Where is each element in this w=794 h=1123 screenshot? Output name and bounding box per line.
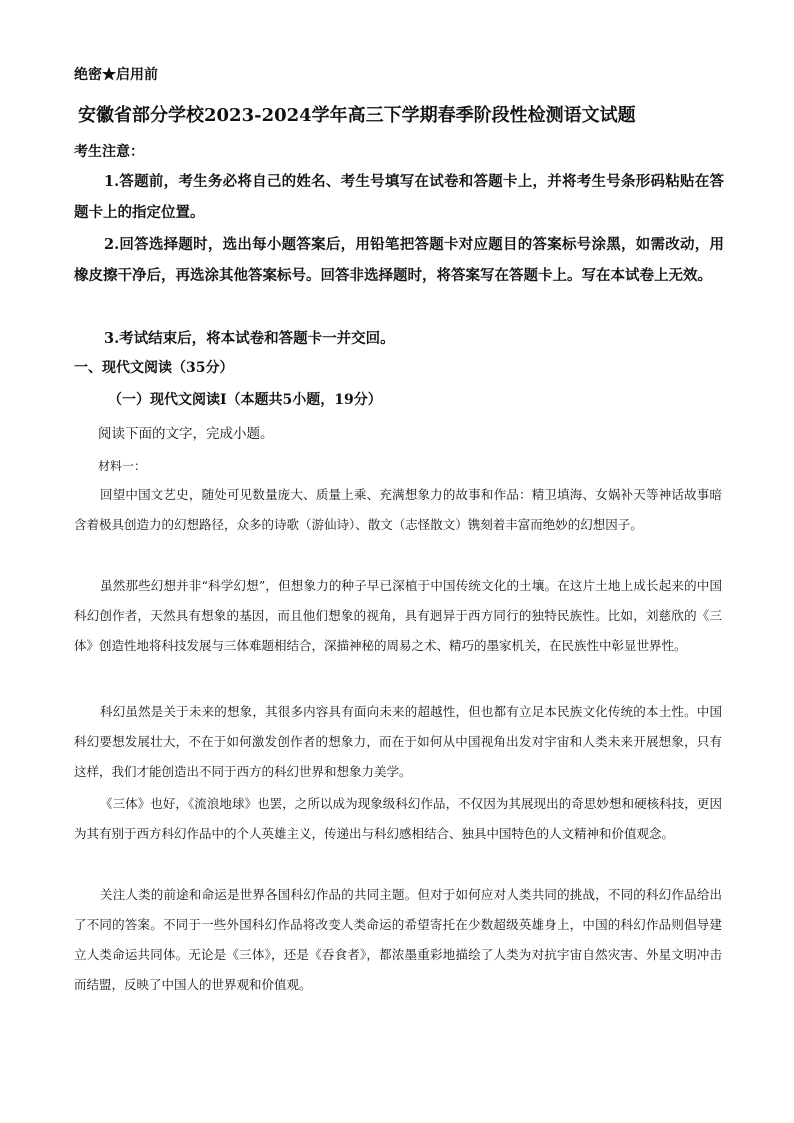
exam-title: 安徽省部分学校2023-2024学年高三下学期春季阶段性检测语文试题 <box>78 105 636 126</box>
material-paragraph: 科幻虽然是关于未来的想象，其很多内容具有面向未来的超越性，但也都有立足本民族文化传统的本土性。中国科幻要想发展壮大，不在于如何激发创作者的想象力，而在于如何从中国视角出发对宇宙和人类未来开展想象，只有这样，我们才能创造出不同于西方的科幻世界和想象力美学。 <box>74 704 722 779</box>
instruction-item: 1.答题前，考生务必将自己的姓名、考生号填写在试卷和答题卡上，并将考生号条形码粘贴在答题卡上的指定位置。 <box>74 173 724 221</box>
material-label: 材料一： <box>98 459 147 473</box>
material-paragraph: 回望中国文艺史，随处可见数量庞大、质量上乘、充满想象力的故事和作品：精卫填海、女娲补天等神话故事暗含着极具创造力的幻想路径，众多的诗歌（游仙诗）、散文（志怪散文）镌刻着丰富而绝妙的幻想因子。 <box>74 487 722 532</box>
reading-intro: 阅读下面的文字，完成小题。 <box>98 426 274 442</box>
section-heading: 一、现代文阅读（35分） <box>74 360 234 376</box>
material-paragraph: 关注人类的前途和命运是世界各国科幻作品的共同主题。但对于如何应对人类共同的挑战，不同的科幻作品给出了不同的答案。不同于一些外国科幻作品将改变人类命运的希望寄托在少数超级英雄身上，中国的科幻作品则倡导建立人类命运共同体。无论是《三体》，还是《吞食者》，都浓墨重彩地描绘了人类为对抗宇宙自然灾害、外星文明冲击而结盟，反映了中国人的世界观和价值观。 <box>74 887 722 992</box>
instruction-item: 2.回答选择题时，选出每小题答案后，用铅笔把答题卡对应题目的答案标号涂黑，如需改动，用橡皮擦干净后，再选涂其他答案标号。回答非选择题时，将答案写在答题卡上。写在本试卷上无效。 <box>74 236 724 284</box>
material-paragraph: 《三体》也好，《流浪地球》也罢，之所以成为现象级科幻作品，不仅因为其展现出的奇思妙想和硬核科技，更因为其有别于西方科幻作品中的个人英雄主义，传递出与科幻感相结合、独具中国特色的人文精神和价值观念。 <box>74 796 722 841</box>
subsection-heading: （一）现代文阅读Ⅰ（本题共5小题，19分） <box>108 392 382 408</box>
material-paragraph: 虽然那些幻想并非“科学幻想”，但想象力的种子早已深植于中国传统文化的土壤。在这片土地上成长起来的中国科幻创作者，天然具有想象的基因，而且他们想象的视角，具有迥异于西方同行的独特民族性。比如，刘慈欣的《三体》创造性地将科技发展与三体难题相结合，深描神秘的周易之术、精巧的墨家机关，在民族性中彰显世界性。 <box>74 578 722 653</box>
notice-label: 考生注意： <box>74 144 144 160</box>
instruction-item: 3.考试结束后，将本试卷和答题卡一并交回。 <box>104 330 395 347</box>
confidential-label: 绝密★启用前 <box>74 67 158 83</box>
